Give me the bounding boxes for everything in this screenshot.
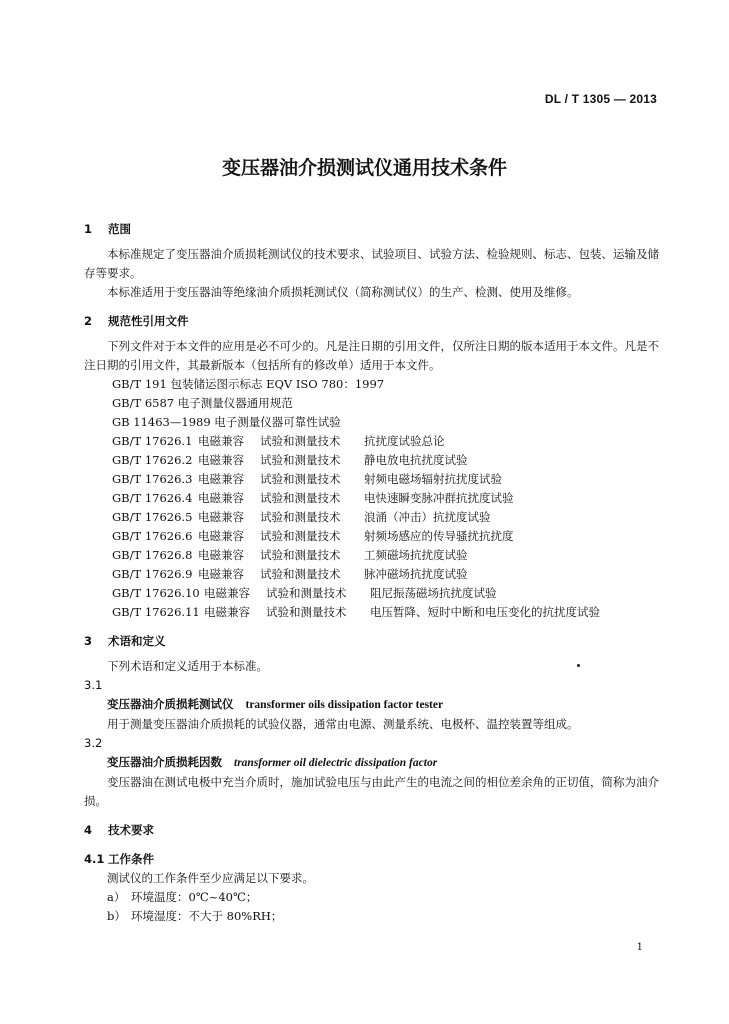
reference-item <box>84 470 664 489</box>
reference-field: 电磁兼容 <box>198 472 244 486</box>
reference-title: 射频电磁场辐射抗扰度试验 <box>364 472 502 486</box>
reference-category: 试验和测量技术 <box>266 605 347 619</box>
reference-item <box>84 603 664 622</box>
reference-category: 试验和测量技术 <box>266 586 347 600</box>
section-heading-4: 4 技术要求 <box>84 823 154 837</box>
reference-category: 试验和测量技术 <box>260 510 341 524</box>
term-number: 3.2 <box>84 736 103 750</box>
standard-number: DL / T 1305 — 2013 <box>544 92 657 106</box>
reference-field: 电磁兼容 <box>204 605 250 619</box>
reference-code: GB/T 17626.3 <box>112 472 193 486</box>
section-heading-3: 3 术语和定义 <box>84 634 166 648</box>
reference-item <box>84 489 664 508</box>
reference-title: 抗扰度试验总论 <box>364 434 445 448</box>
reference-field: 电磁兼容 <box>198 529 244 543</box>
references-intro: 下列文件对于本文件的应用是必不可少的。凡是注日期的引用文件，仅所注日期的版本适用于本文件。凡是不注日期的引用文件，其最新版本（包括所有的修改单）适用于本文件。 <box>84 339 659 372</box>
reference-category: 试验和测量技术 <box>260 567 341 581</box>
section-heading-1: 1 范围 <box>84 222 131 236</box>
reference-title: 阻尼振荡磁场抗扰度试验 <box>370 586 497 600</box>
scope-paragraph-2: 本标准适用于变压器油等绝缘油介质损耗测试仪（简称测试仪）的生产、检测、使用及维修。 <box>107 285 579 299</box>
reference-code: GB/T 17626.10 <box>112 586 200 600</box>
reference-category: 试验和测量技术 <box>260 529 341 543</box>
reference-title: 射频场感应的传导骚扰抗扰度 <box>364 529 514 543</box>
reference-item <box>84 508 664 527</box>
page-number: 1 <box>636 942 643 953</box>
reference-list <box>84 432 664 622</box>
reference-item: GB 11463—1989 电子测量仪器可靠性试验 <box>112 415 341 429</box>
reference-title: 脉冲磁场抗扰度试验 <box>364 567 468 581</box>
reference-code: GB/T 17626.4 <box>112 491 193 505</box>
terms-intro: 下列术语和定义适用于本标准。 <box>107 659 268 673</box>
reference-field: 电磁兼容 <box>198 491 244 505</box>
reference-item <box>84 584 664 603</box>
reference-title: 电快速瞬变脉冲群抗扰度试验 <box>364 491 514 505</box>
term-number: 3.1 <box>84 678 103 692</box>
reference-title: 工频磁场抗扰度试验 <box>364 548 468 562</box>
reference-field: 电磁兼容 <box>198 434 244 448</box>
reference-code: GB/T 17626.5 <box>112 510 193 524</box>
reference-category: 试验和测量技术 <box>260 453 341 467</box>
term-definition: 用于测量变压器油介质损耗的试验仪器，通常由电源、测量系统、电极杯、温控装置等组成。 <box>107 717 579 731</box>
reference-field: 电磁兼容 <box>204 586 250 600</box>
scan-speck <box>577 664 580 667</box>
reference-code: GB/T 17626.1 <box>112 434 193 448</box>
reference-field: 电磁兼容 <box>198 567 244 581</box>
reference-item <box>84 451 664 470</box>
reference-field: 电磁兼容 <box>198 453 244 467</box>
reference-category: 试验和测量技术 <box>260 434 341 448</box>
reference-item: GB/T 191 包装储运图示标志 EQV ISO 780：1997 <box>112 377 385 391</box>
reference-category: 试验和测量技术 <box>260 548 341 562</box>
section-heading-2: 2 规范性引用文件 <box>84 314 189 328</box>
conditions-intro: 测试仪的工作条件至少应满足以下要求。 <box>107 871 314 885</box>
reference-item <box>84 546 664 565</box>
term-title: 变压器油介质损耗因数 transformer oil dielectric dissipation factor <box>107 755 438 769</box>
list-item: a） 环境温度：0℃~40℃； <box>107 890 258 904</box>
reference-item <box>84 432 664 451</box>
reference-title: 电压暂降、短时中断和电压变化的抗扰度试验 <box>370 605 600 619</box>
document-body <box>84 220 664 926</box>
reference-field: 电磁兼容 <box>198 510 244 524</box>
list-item: b） 环境湿度：不大于 80%RH； <box>107 909 283 923</box>
subsection-heading-4-1: 4.1 工作条件 <box>84 852 154 866</box>
reference-code: GB/T 17626.11 <box>112 605 200 619</box>
reference-item: GB/T 6587 电子测量仪器通用规范 <box>112 396 293 410</box>
reference-item <box>84 527 664 546</box>
reference-category: 试验和测量技术 <box>260 491 341 505</box>
term-title: 变压器油介质损耗测试仪 transformer oils dissipation factor tester <box>107 697 444 711</box>
reference-field: 电磁兼容 <box>198 548 244 562</box>
reference-code: GB/T 17626.8 <box>112 548 193 562</box>
reference-code: GB/T 17626.6 <box>112 529 193 543</box>
reference-code: GB/T 17626.9 <box>112 567 193 581</box>
term-definition: 变压器油在测试电极中充当介质时，施加试验电压与由此产生的电流之间的相位差余角的正切值，简称为油介损。 <box>84 775 659 808</box>
reference-category: 试验和测量技术 <box>260 472 341 486</box>
reference-title: 浪涌（冲击）抗扰度试验 <box>364 510 491 524</box>
reference-item <box>84 565 664 584</box>
scope-paragraph-1: 本标准规定了变压器油介质损耗测试仪的技术要求、试验项目、试验方法、检验规则、标志、包装、运输及储存等要求。 <box>84 247 659 280</box>
reference-code: GB/T 17626.2 <box>112 453 193 467</box>
reference-title: 静电放电抗扰度试验 <box>364 453 468 467</box>
document-title: 变压器油介损测试仪通用技术条件 <box>221 157 507 179</box>
